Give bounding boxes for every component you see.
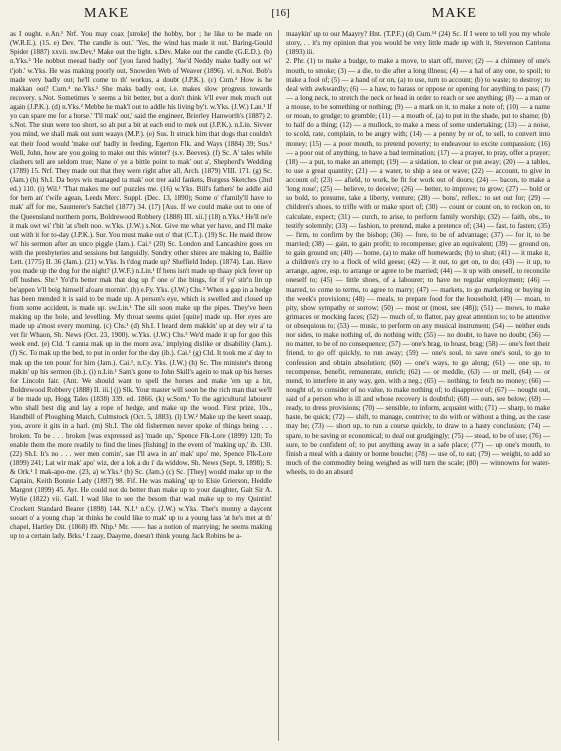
right-column-text: maaykin' up to our Maayry? Hnt. (T.P.F.) (d) Cum.¹⁴ (24) Sc. If I were to tell you my whole story, . . it's my opinion that you would be very little made up with it, Stevenson Catriona (1893) iii. 2. Phr. (1) to make a budge, to make a move, to start off, move; (2) — a chimney of one's mouth, to smoke; (3) — a die, to die after a long illness; (4) — a hal of any one, to spoil; to make a fool of; (5) — a hand of or on, (a) to use, turn to account; (b) to waste; to destroy; to deal with awkwardly; (6) — a haw, to harass or oppose or opening for anything to pass; (7) — a long neck, to stretch the neck or head in order to reach or see anything; (8) — a man or a mouse, to be something or nothing; (9) — a mark on it, to make a note of; (10) — a name or moan, to grudge; to grumble; (11) — a mouth of, (a) to put in the shade, put to shame; (b) to half do a thing; (12) — a mullock, to make a mess of some undertaking; (13) — a noise, to scold, rate, complain, to be angry with; (14) — a penny by or of, to sell, to convert into money; (15) — a poor mouth, to pretend poverty; to endeavour to excite compassion; (16) — a poor out of anything, to have a bad termination; (17) — a prayer, to pray, offer a prayer; (18) — a put, to make an attempt; (19) — a sidation, to clear or put away; (20) — a tables, to use a great quantity; (21) — a water, to ship a sea or wave; (22) — account, to give in account of; (23) — afield, to work, be fit for work out of doors; (24) — bacon, to make a 'long nose'; (25) — believe, to deceive; (26) — better, to improve; to grow; (27) — bold or so bold, to presume, take a liberty, venture; (28) — bons', reflex.: to set out for; (29) — children's shoes, to trifle with or make sport of; (30) — count or count on, to reckon on, to calculate, expect; (31) — curch, to arise, to perform family worship; (32) — faith, obs., to testify solemnly; (33) — fashion, to pretend, make a pretence of; (34) — fast, to fasten; (35) — firm, to confirm by the bishop; (36) — fore, to be of advantage; (37) — for it, to be married; (38) — gain, to gain profit; to recompense; give an equivalent; (39) — ground on, to gain ground on; (40) — home, (a) to make off homewards; (b) to shut; (41) — it make it, a children's cry to a flock of wild geese; (42) — it out, to get on, to do; (43) — it up, to arrange, agree, esp. to arrange or agree to be married; (44) — it up with oneself, to reconcile oneself to; (45) — little shoes, of a labourer; to have no regular employment; (46) — marred, to come to terms, to agree to marry; (47) — markets, to go marketing or buying in the week's provisions; (48) — meals, to prepare food for the household; (49) — moan, to pity, show sympathy or sorrow; (50) — most or (most, see (48)); (51) — mows, to make grimaces or mocking faces; (52) — much of, to flatter, pay great attention to; to be attentive or obsequious to; (53) — music, to perform on any musical instrument; (54) — neither ends nor sides, to make nothing of, do nothing with; (55) — no doubt, to have no doubt; (56) — no matter, to be of no consequence; (57) — one's brag, to boast, brag; (58) — one's feet their friend, to go off quickly, to run away; (59) — one's soul, to save one's soul, to go to confession and obtain absolution; (60) — one's ways, to go along; (61) — one up, to recompense, benefit, remunerate, enrich; (62) — or meddle, (63) — or mell, (64) — or mend, to interfere in any way, gen. with a neg.; (65) — nothing, to fetch no money; (66) — nought of, to consider of no value, to make nothing of; to disapprove of; (67) — nought out, said of a person who is ill and whose recovery is doubtful; (68) — outs, see below; (69) — ready, to dress provisions; (70) — sensible, to inform, acquaint with; (71) — sharp, to make haste, be quick; (72) — shift, to manage, contrive; to do with or without a thing, as the case may be; (73) — short up, to run a course quickly, to draw to a hasty conclusion; (74) — spare, to be saving or economical; to deal out grudgingly; (75) — stead, to be of use; (76) — sure, to be confident of; to put anything away in a safe place; (77) — up one's mouth, to finish a meal with a dainty or bonne bouche; (78) — use of, to eat; (79) — weight, to add so much of the commodity being weighed as will turn the scale; (80) — winnowns for water-wheels, to do an absurd [286, 30, 550, 476]
page-number: [16] [271, 7, 290, 19]
left-column-text: as I ought. e.An.¹ Nrf. You may coax [stroke] the hobby, bor ; he like to be made on (W.R.E.). (15. e) Dev. 'The candle is out.' 'Yes, the wind has made it out.' Baring-Gould Spider (1887) xxvii. nw.Dev.¹ Make out the light. s.Dev. Make out the candle (G.E.D.). (b) n.Yks.² 'He nobbut meead badly oot' [you fared badly]. 'Aw'd Neddy make badly oot wi' t'job.' w.Yks. He was making poorly out, Snowden Web of Weaver (1896). vi. n.Not. Bob's made very badly out; he'll come to th' workus, a doubt (J.P.K.). (c) Cum.³ How is he makkan oot? Cum.⁴ ne.Yks.¹ She maks badly oot, i.e. makes slow progress towards recovery. s.Not. Sometimes 'e seems a bit better, but a don't think 'e'll ever mek much out again (J.P.K.). (d) n.Yks.² Mebbe he mak'l out to addle his living by't. w.Yks. (J.W.) Lan.¹ If yo can spare me for a horse.' 'I'll mak' out,' said the engineer, Brierley Hanworth's (1887) 2. s.Not. The stun were too short, so ah put a bit at each end to mek out (J.P.K.). n.Lin. Sivver you mind, we shall mak out sum waays (M.P.). (e) Sus. It struck him that dogs that couldn't eat their food would 'make out' badly in feeding, Egerton Flk. and Ways (1884) 39; Sus.¹ Well, John, how are you going to make out this winter? (s.v. Beeves). (f) Sc. A' tales while clashers tell are seldom true; Nane o' ye a bittle point to mak' out a', Shepherd's Wedding (1789) 15. Nrf. They made out that they were right after all, Arch. (1879) VIII. 171. (g) Sc. (Jam.) (h) Sh.I. Da boys wis managed ta mak' oot trer aald fankets, Burgess Sketches (2nd ed.) 110. (i) Wil.¹ 'That makes me out' puzzles me. (16) w.Yks. Bill's fathers' he addle aid for hem an' t'wife agean, Leeds Merc. Suppl. (Dec. 13, 1890); Some o' t'family'll have to mak' aff for me, Saunterer's Satchel (1877) 34. (17) [Aus. If we could make out to one of the Queensland northern ports, Boldrewood Robbery (1888) III. xii.] (18) n.Yks.⁴ He'll ne'e it mak owt wi' t'bit 'at s'belt noo. w.Yks. (J.W.) s.Not. Give me what yer have, and I'll make out with it for to-day (J.P.K.). Sur. You must make out o' that (C.T.). (19) Sc. He maid throw wi' his sermon after an unco piggle (Jam.). Cai.¹ (20) Sc. London and Lancashire goes on with the presbyteries and sessions but languidly. Sundry other shires are making to, Baillie Lett. (1775) II. 36 (Jam.). (21) w.Yks. Is t'dog made up? Sheffield Indep. (1874). Lan. Have you made up the dog for the night? (J.W.F.) n.Lin.¹ If hens isn't made up thaay pick fever up off bushes. Shr.¹ Yo'd'n better mak that dog up f' one o' the bings, for if yo' stir'n lin up be'appen 'e'll beig himself afoare mornin'. (b) e.Fy. Yks. (J.W.) Chs.³ When a gap in a hedge has been mended it is said to be made up. A person's eye, which is swelled and closed up from some accident, is made up. sw.Lin.¹ The silt soon make up the pipes. They've been making up the hole, and levelling. My throat seems quiet [quite] made up. Her eyes are made up a'most every morning. (c) Chs.¹ (d) Sh.I. I heard dem makkin' up at dey wir a' ta vet fir Whaon, Sh. News (Oct. 23, 1900). w.Yks. (J.W.) Chs.³ We'd made it up for goo this week end. (e) Cld. 'I canna mak up in the morn ava,' implying dislike or disability (Jam.). (f) Sc. To mak up the bed, to put in order for the day (ib.). Cai.¹ (g) Cld. It took me a' day to mak up the ten poun' for him (Jam.). Cai.¹, n.Cy. Yks. (J.W.) (h) Sc. The minister's throng makin' up his sermon (ib.). (i) n.Lin.¹ Sam's gone to John Skill's agein to mak up his herses for Lincoln fair. (Ant. We should want to spell the horses and make 'em up a bit, Boldrewood Robbery (1888) II. iii.] (j) Slk. Your master will soon be the rich man that we'll a' be made up, Hogg Tales (1838) 339. ed. 1866. (k) w.Som.¹ To the agricultural labourer who shall best dig and lay a rope of hedge, and make up the wood. First prize, 10s., Handbill of Ploughing Match, Culmstock (Oct. 5, 1883). (l) I.W.² Make up the keert soaap, you, avore it gits in a harl. (m) Sh.I. The old fishermen never spoke of things being . . . broken. To be . . . broken [was expressed as] 'made up,' Spence Flk-Lore (1899) 120; To enable them the more readily to find the lines [fishing] in the event of 'making up,' ib. 130. (22) Sh.I. It's no . . . wer men comin', sae I'll awa in an' mak' upo' me, Spence Flk-Lore (1899) 241; Lat wir mak' apo' wiz, der a lok a du i' da widdow, Sh. News (Sept. 9, 1898); S. & Ork.¹ I mak-apo-me. (23, a) w.Yks.¹ (b) Sc. (Jam.) (c) Sc. [They] would make up to the Captain, Keith Bonnie Lady (1897) 98. Fif. He was making' up to Elsie Grierson, Heddle Margret (1899) 45. Ayr. He could not do better than make up to your daughter, Galt Sir A. Wylie (1822) vii. Gall. I wad like to see the besom that wad make up to my Quintin! Crockett Standard Bearer (1898) 144. N.I.¹ n.Cy. (J.W.) w.Yks. Ther's monny a daycent sooart o' a young chap 'at thinks he could like to mak' up to a young lass 'at he's met at th' chapel, Hartley Dit. (1868) 89. Nhp.¹ Mr. —— has a notion of marrying; he seems making up to a certain lady. Brks.¹ I zaay, Daayme, doesn't think young Jack Robins be a- [10, 30, 272, 540]
right-column [286, 30, 550, 743]
running-head-left: MAKE [84, 6, 130, 21]
page-header [14, 6, 547, 24]
left-column [10, 30, 272, 743]
column-divider [278, 30, 279, 741]
running-head-right: MAKE [431, 6, 477, 21]
